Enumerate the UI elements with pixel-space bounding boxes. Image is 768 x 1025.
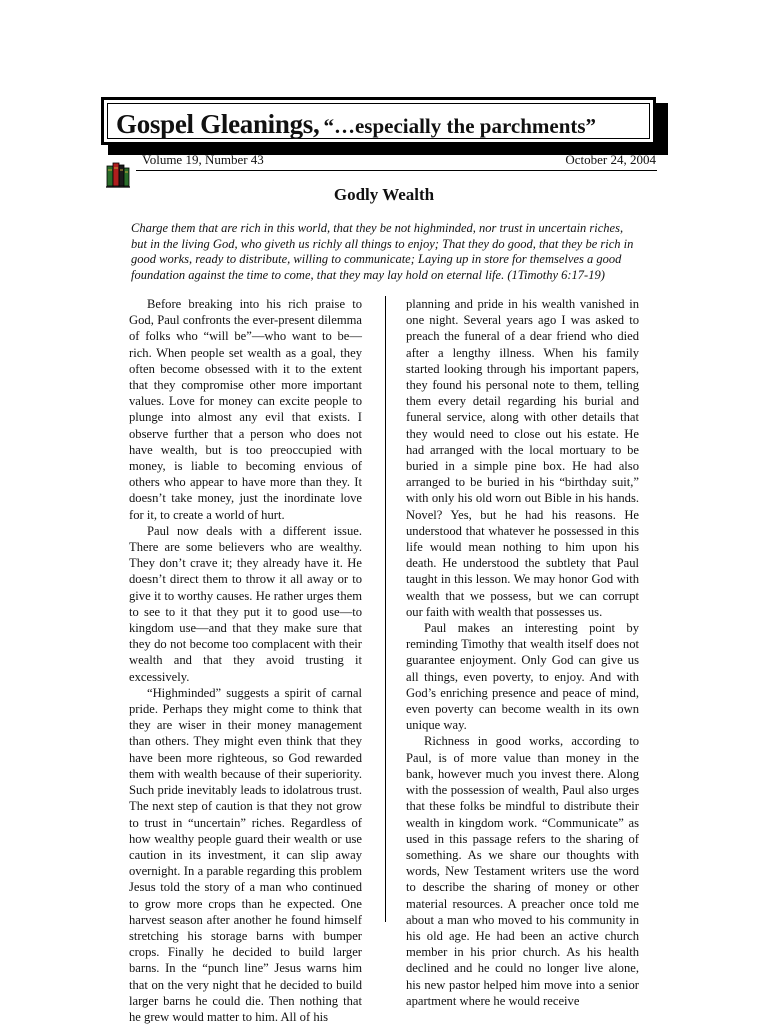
paragraph: Before breaking into his rich praise to God, Paul confronts the ever-present dilemma of folks who “will be”—who want to be—rich. When people set wealth as a goal, they often become obsessed with it to the extent that they compromise other more important values. Love for money can excite people to plunge into almost any evil that exists. I observe further that a person who does not have wealth, but is too preoccupied with money, is liable to becoming envious of others who appear to have more than they. It doesn’t take money, just the inordinate love for it, to create a world of hurt. [129, 297, 362, 522]
newsletter-subtitle: “…especially the parchments” [323, 114, 597, 138]
scripture-epigraph: Charge them that are rich in this world, that they be not highminded, nor trust in uncertain riches, but in the living God, who giveth us richly all things to enjoy; That they do good, that they be rich in good works, ready to distribute, willing to communicate; Laying up in store for themselves a good foundation against the time to come, that they may lay hold on eternal life. (1Timothy 6:17-19) [131, 221, 634, 282]
header-rule [136, 170, 657, 171]
newsletter-title: Gospel Gleanings, [116, 109, 320, 139]
volume-number: Volume 19, Number 43 [142, 152, 264, 167]
left-column [129, 296, 362, 1025]
article-title: Godly Wealth [333, 185, 435, 204]
paragraph: Paul now deals with a different issue. There are some believers who are wealthy. They don’t crave it; they already have it. He doesn’t direct them to throw it all away or to give it to worthy causes. He rather urges them to see to it that they put it to good use—to kingdom use—and that they make sure that they do not become too complacent with their wealth and that they avoid trusting it excessively. [129, 523, 362, 684]
right-column [406, 296, 639, 1009]
masthead [101, 97, 656, 145]
paragraph: “Highminded” suggests a spirit of carnal pride. Perhaps they might come to think that they are wiser in their money management than others. They might even think that they have been more righteous, so God rewarded them with wealth because of their superiority. Such pride inevitably leads to idolatrous trust. The next step of caution is that they not grow to trust in “uncertain” riches. Regardless of how wealthy people guard their wealth or use caution in its investment, it can slip away overnight. In a parable regarding this problem Jesus told the story of a man who continued to grow more crops than he expected. One harvest season after another he found himself stretching his storage barns with bumper crops. Finally he decided to build larger barns. In the “punch line” Jesus warns him that on the very night that he decided to build larger barns he could die. Then nothing that he grew would matter to him. All of his [129, 685, 362, 1024]
paragraph-continued: planning and pride in his wealth vanished in one night. Several years ago I was asked to preach the funeral of a dear friend who died after a lengthy illness. When his family started looking through his important papers, they found his personal note to them, telling them every detail regarding his burial and funeral service, along with other details that they would need to close out his estate. He had arranged with the local mortuary to be buried in a simple pine box. He had also arranged to be buried in his “birthday suit,” with only his old worn out Bible in his hands. Novel? Yes, but he had his reasons. He understood that whatever he possessed in this life would mean nothing to him upon his death. He understood the subtlety that Paul taught in this lesson. We may honor God with wealth that we possess, but we can corrupt our faith with wealth that possesses us. [406, 297, 639, 619]
masthead-inner [107, 103, 650, 139]
books-icon [106, 160, 130, 188]
paragraph: Paul makes an interesting point by reminding Timothy that wealth itself does not guarantee enjoyment. Only God can give us all things, even poverty, to enjoy. And with God’s enriching presence and peace of mind, even poverty can become wealth in its own unique way. [406, 621, 639, 733]
issue-date: October 24, 2004 [565, 152, 656, 167]
paragraph: Richness in good works, according to Paul, is of more value than money in the bank, however much you invest there. Along with the possession of wealth, Paul also urges that these folks be mindful to distribute their wealth in kingdom work. “Communicate” as used in this passage refers to the sharing of something. As we share our thoughts with words, New Testament writers use the word to describe the sharing of money or other material resources. A preacher once told me about a man who moved to his community in his old age. He had been an active church member in his prior church. As his health declined and he could no longer live alone, his new pastor helped him move into a senior apartment where he would receive [406, 734, 639, 1008]
column-divider [385, 296, 386, 922]
